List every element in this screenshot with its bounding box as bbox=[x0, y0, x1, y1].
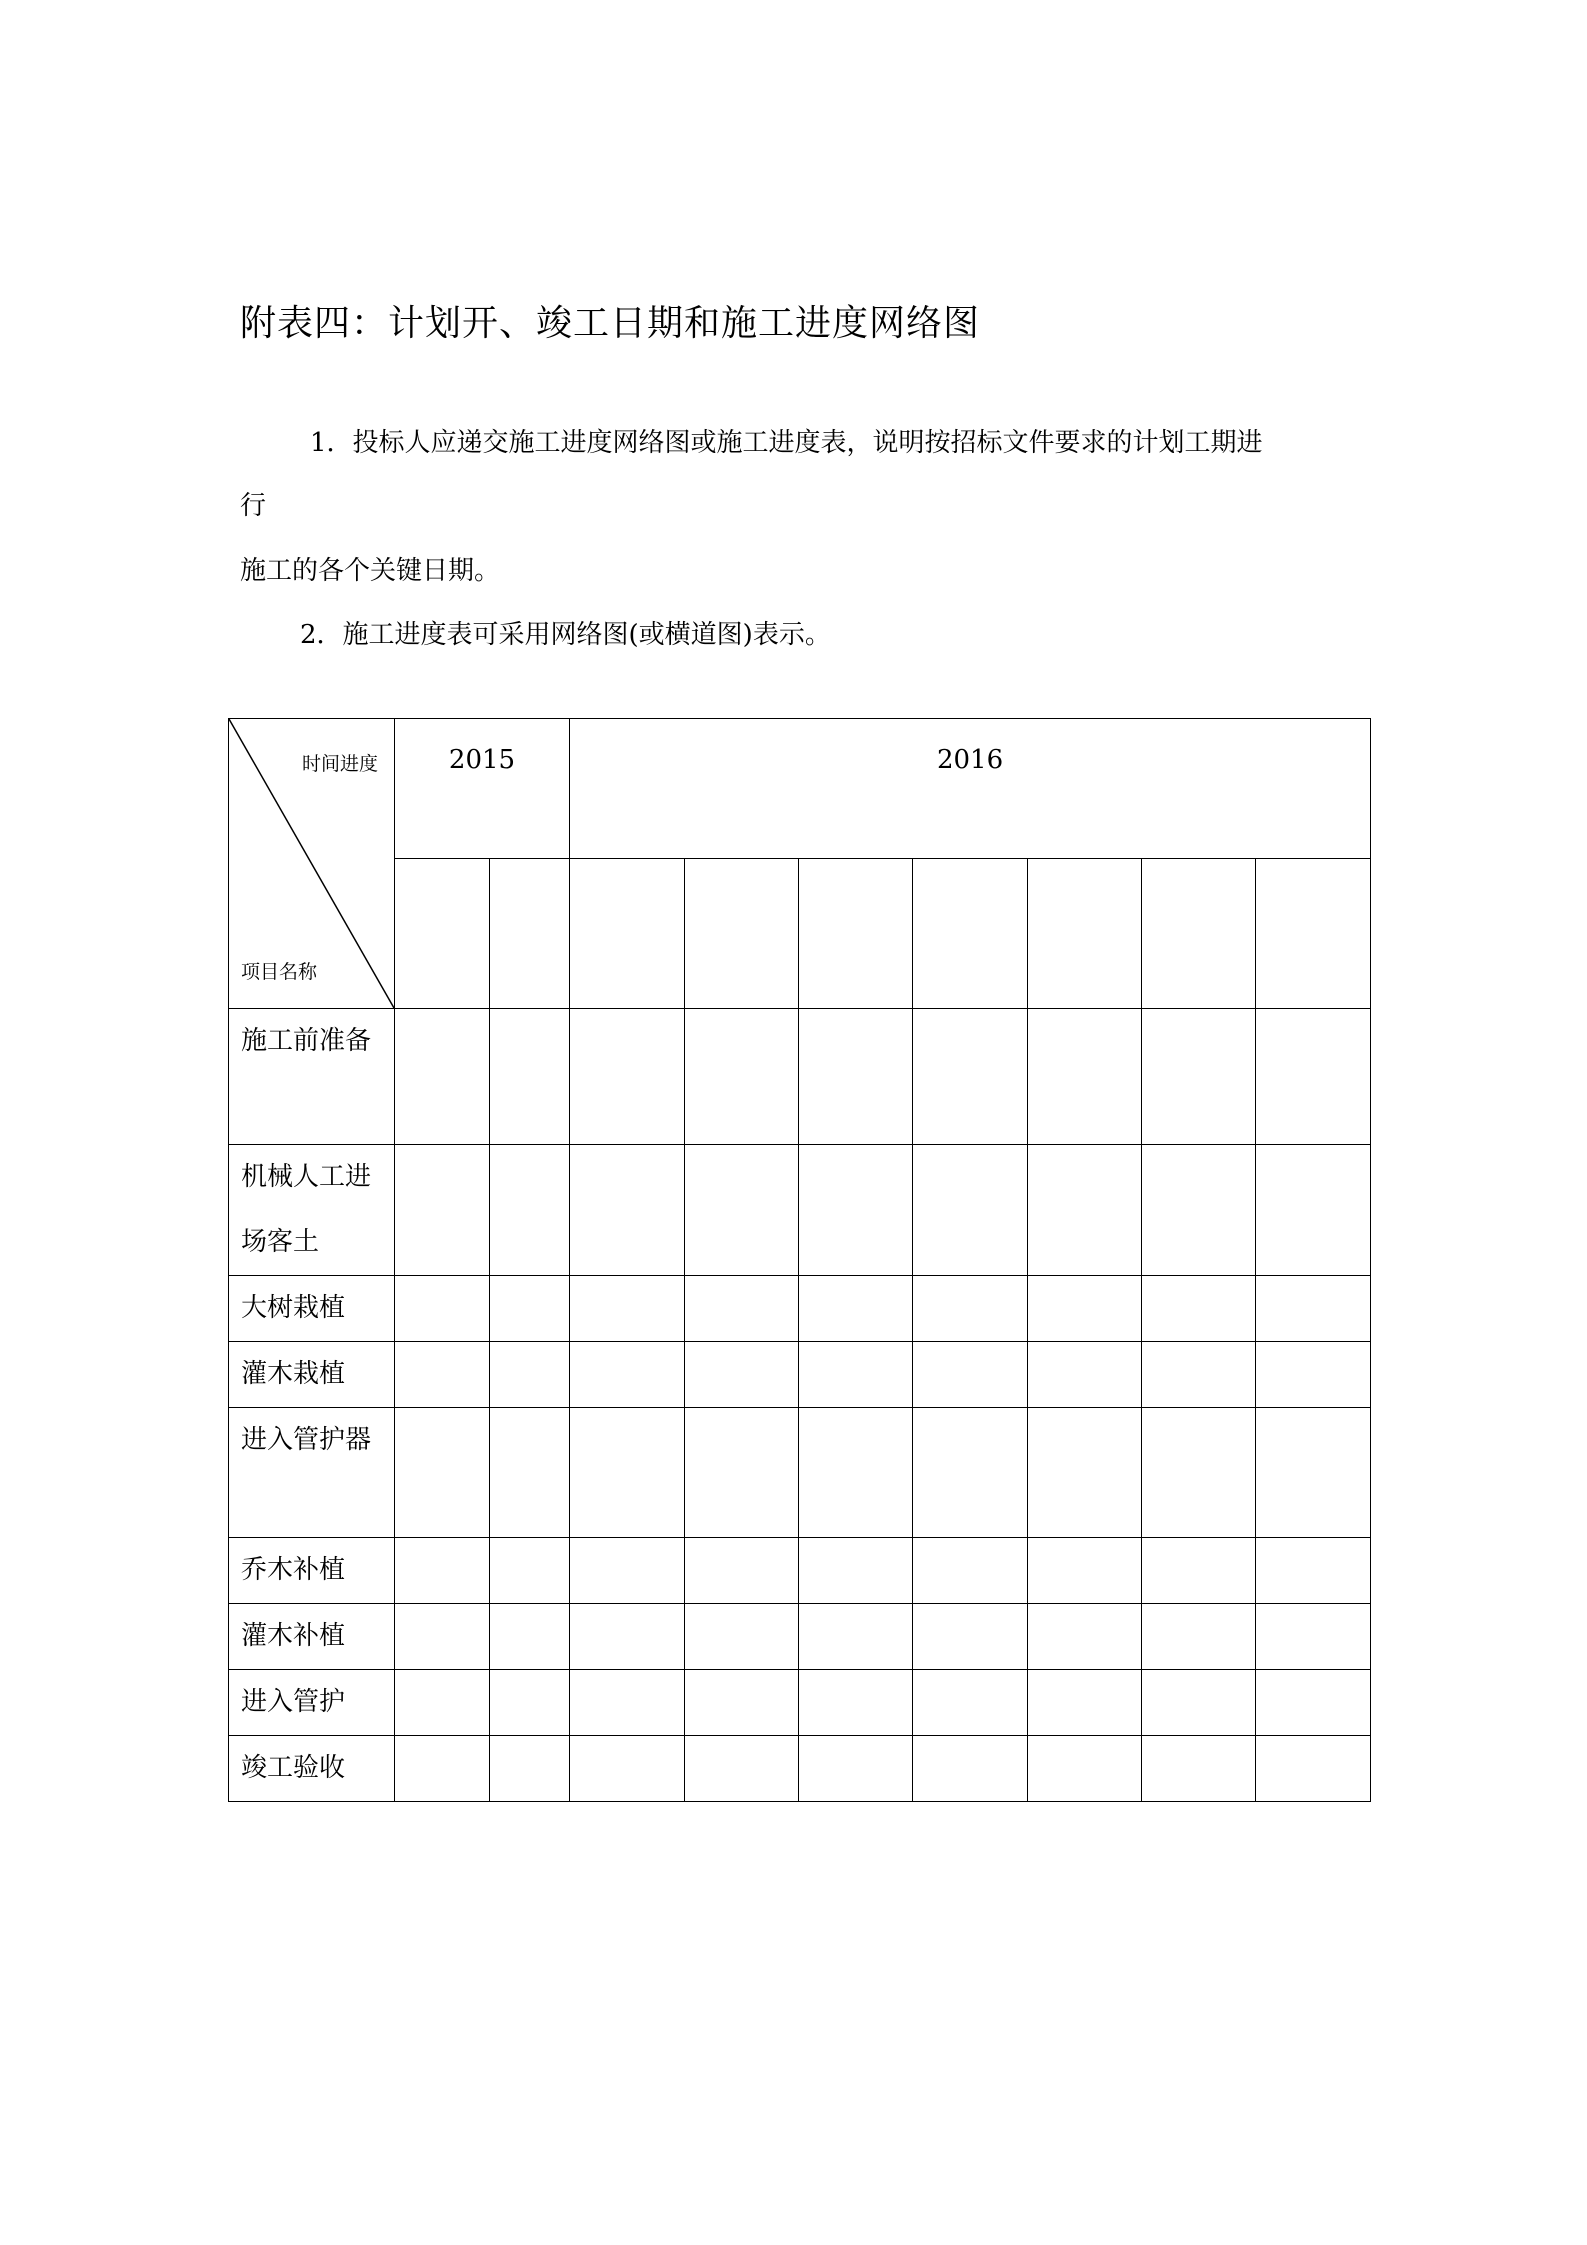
schedule-cell bbox=[1256, 1736, 1371, 1802]
schedule-cell bbox=[490, 1604, 570, 1670]
schedule-cell bbox=[1142, 1408, 1256, 1538]
period-cell bbox=[1028, 859, 1142, 1009]
schedule-cell bbox=[490, 1009, 570, 1145]
year-label: 2015 bbox=[448, 745, 516, 775]
schedule-cell bbox=[685, 1736, 799, 1802]
table-row bbox=[229, 1670, 1371, 1736]
period-header-row bbox=[229, 859, 1371, 1009]
row-label: 竣工验收 bbox=[229, 1736, 395, 1802]
schedule-table bbox=[228, 718, 1371, 1802]
schedule-cell bbox=[913, 1009, 1028, 1145]
schedule-cell bbox=[799, 1408, 913, 1538]
schedule-cell bbox=[490, 1408, 570, 1538]
period-cell bbox=[570, 859, 685, 1009]
schedule-cell bbox=[1256, 1342, 1371, 1408]
schedule-cell bbox=[395, 1408, 490, 1538]
table-row bbox=[229, 1736, 1371, 1802]
period-cell bbox=[685, 859, 799, 1009]
schedule-cell bbox=[1256, 1276, 1371, 1342]
period-cell bbox=[799, 859, 913, 1009]
schedule-cell bbox=[1028, 1736, 1142, 1802]
corner-header-cell bbox=[229, 719, 395, 1009]
table-row bbox=[229, 1145, 1371, 1276]
schedule-cell bbox=[685, 1145, 799, 1276]
row-label: 乔木补植 bbox=[229, 1538, 395, 1604]
schedule-cell bbox=[570, 1736, 685, 1802]
schedule-cell bbox=[570, 1408, 685, 1538]
row-label: 施工前准备 bbox=[229, 1009, 395, 1145]
schedule-cell bbox=[1028, 1276, 1142, 1342]
schedule-cell bbox=[1142, 1538, 1256, 1604]
schedule-cell bbox=[490, 1342, 570, 1408]
year-header-2016 bbox=[570, 719, 1371, 859]
period-cell bbox=[1142, 859, 1256, 1009]
schedule-cell bbox=[570, 1342, 685, 1408]
period-cell bbox=[1256, 859, 1371, 1009]
schedule-cell bbox=[1028, 1538, 1142, 1604]
schedule-cell bbox=[490, 1276, 570, 1342]
row-label: 进入管护器 bbox=[229, 1408, 395, 1538]
schedule-cell bbox=[1028, 1408, 1142, 1538]
schedule-cell bbox=[1256, 1670, 1371, 1736]
schedule-cell bbox=[799, 1670, 913, 1736]
schedule-cell bbox=[913, 1145, 1028, 1276]
period-cell bbox=[490, 859, 570, 1009]
schedule-cell bbox=[395, 1736, 490, 1802]
schedule-cell bbox=[570, 1538, 685, 1604]
schedule-cell bbox=[1028, 1145, 1142, 1276]
period-cell bbox=[395, 859, 490, 1009]
schedule-cell bbox=[570, 1009, 685, 1145]
year-label: 2016 bbox=[936, 745, 1004, 775]
table-row bbox=[229, 1276, 1371, 1342]
schedule-cell bbox=[1142, 1009, 1256, 1145]
schedule-cell bbox=[490, 1736, 570, 1802]
schedule-cell bbox=[1256, 1408, 1371, 1538]
schedule-cell bbox=[395, 1009, 490, 1145]
schedule-cell bbox=[799, 1538, 913, 1604]
schedule-cell bbox=[799, 1009, 913, 1145]
schedule-cell bbox=[570, 1145, 685, 1276]
schedule-cell bbox=[799, 1276, 913, 1342]
schedule-cell bbox=[395, 1670, 490, 1736]
period-cell bbox=[913, 859, 1028, 1009]
paragraph-1-line-2: 行 bbox=[240, 491, 267, 521]
schedule-cell bbox=[1142, 1145, 1256, 1276]
schedule-cell bbox=[799, 1736, 913, 1802]
schedule-cell bbox=[1028, 1009, 1142, 1145]
schedule-cell bbox=[570, 1604, 685, 1670]
corner-label-item: 项目名称 bbox=[241, 961, 318, 983]
schedule-cell bbox=[685, 1670, 799, 1736]
schedule-cell bbox=[1028, 1670, 1142, 1736]
schedule-cell bbox=[1028, 1342, 1142, 1408]
row-label: 进入管护 bbox=[229, 1670, 395, 1736]
schedule-cell bbox=[490, 1670, 570, 1736]
schedule-cell bbox=[1142, 1342, 1256, 1408]
page-title: 附表四：计划开、竣工日期和施工进度网络图 bbox=[240, 303, 981, 344]
schedule-cell bbox=[685, 1604, 799, 1670]
schedule-cell bbox=[1256, 1538, 1371, 1604]
schedule-cell bbox=[570, 1670, 685, 1736]
corner-label-time: 时间进度 bbox=[301, 753, 378, 775]
schedule-cell bbox=[1256, 1145, 1371, 1276]
schedule-cell bbox=[913, 1276, 1028, 1342]
schedule-cell bbox=[799, 1604, 913, 1670]
table-row bbox=[229, 1009, 1371, 1145]
schedule-cell bbox=[913, 1736, 1028, 1802]
row-label: 机械人工进场客土 bbox=[229, 1145, 395, 1276]
schedule-cell bbox=[685, 1408, 799, 1538]
schedule-cell bbox=[1142, 1276, 1256, 1342]
table-row bbox=[229, 1538, 1371, 1604]
schedule-cell bbox=[395, 1538, 490, 1604]
paragraph-2: 2．施工进度表可采用网络图(或横道图)表示。 bbox=[300, 620, 831, 650]
row-label: 灌木补植 bbox=[229, 1604, 395, 1670]
schedule-cell bbox=[685, 1009, 799, 1145]
schedule-cell bbox=[1142, 1604, 1256, 1670]
schedule-cell bbox=[395, 1342, 490, 1408]
schedule-cell bbox=[570, 1276, 685, 1342]
schedule-cell bbox=[1028, 1604, 1142, 1670]
schedule-cell bbox=[490, 1538, 570, 1604]
year-header-2015 bbox=[395, 719, 570, 859]
schedule-cell bbox=[395, 1604, 490, 1670]
table-row bbox=[229, 1342, 1371, 1408]
table-row bbox=[229, 1604, 1371, 1670]
row-label: 灌木栽植 bbox=[229, 1342, 395, 1408]
schedule-cell bbox=[799, 1342, 913, 1408]
schedule-cell bbox=[685, 1276, 799, 1342]
table-row bbox=[229, 1408, 1371, 1538]
schedule-cell bbox=[913, 1604, 1028, 1670]
schedule-cell bbox=[395, 1276, 490, 1342]
schedule-cell bbox=[490, 1145, 570, 1276]
schedule-cell bbox=[913, 1538, 1028, 1604]
schedule-cell bbox=[913, 1408, 1028, 1538]
schedule-cell bbox=[1142, 1736, 1256, 1802]
row-label: 大树栽植 bbox=[229, 1276, 395, 1342]
schedule-cell bbox=[395, 1145, 490, 1276]
schedule-cell bbox=[913, 1342, 1028, 1408]
schedule-cell bbox=[685, 1538, 799, 1604]
schedule-cell bbox=[1256, 1009, 1371, 1145]
paragraph-1-line-3: 施工的各个关键日期。 bbox=[240, 556, 501, 586]
schedule-cell bbox=[685, 1342, 799, 1408]
schedule-cell bbox=[1142, 1670, 1256, 1736]
paragraph-1-line-1: 1．投标人应递交施工进度网络图或施工进度表，说明按招标文件要求的计划工期进 bbox=[310, 428, 1263, 458]
schedule-cell bbox=[799, 1145, 913, 1276]
schedule-cell bbox=[1256, 1604, 1371, 1670]
schedule-cell bbox=[913, 1670, 1028, 1736]
